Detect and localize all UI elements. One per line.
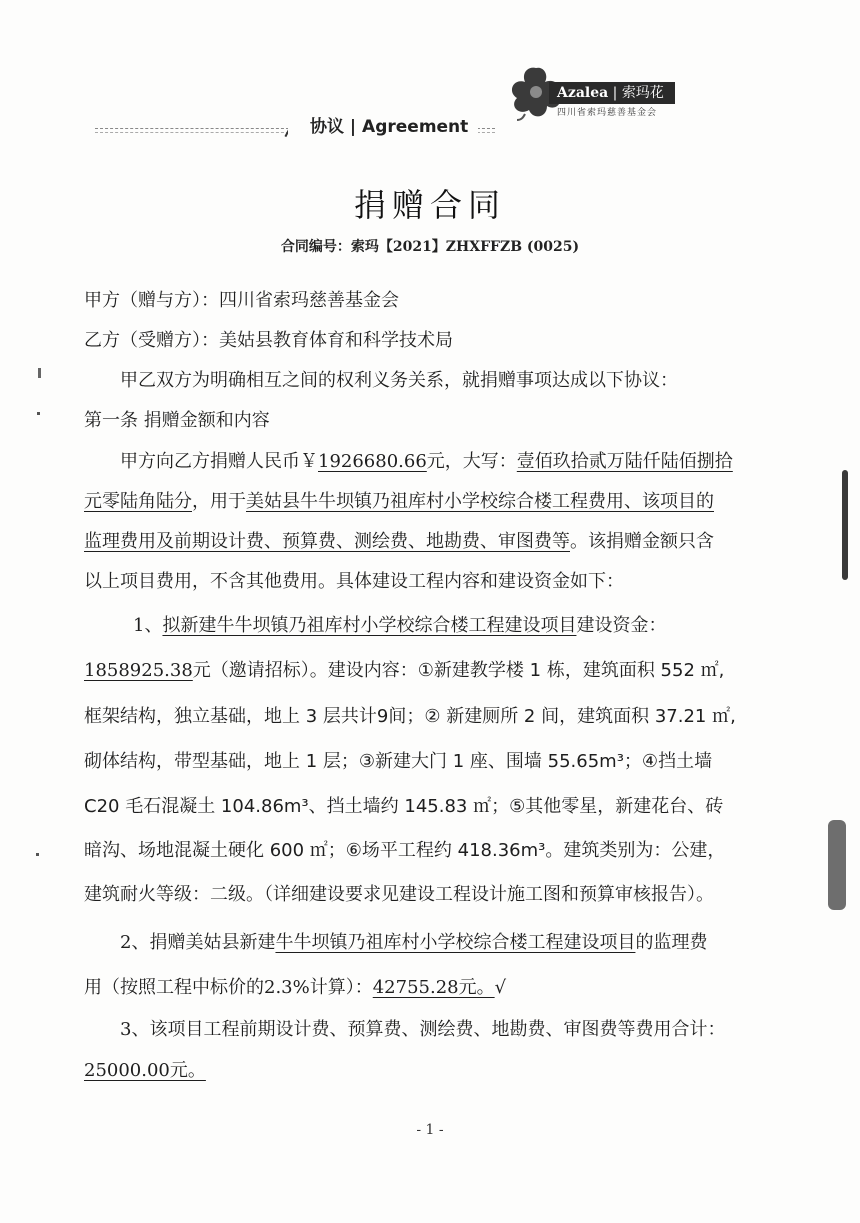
item-3-line-2: [84, 1056, 206, 1082]
scan-mark: [36, 853, 39, 856]
preamble: 甲乙双方为明确相互之间的权利义务关系，就捐赠事项达成以下协议：: [120, 370, 678, 391]
article-1-line-1: [120, 447, 733, 473]
item-2-line-2: [84, 973, 506, 999]
contract-number: 合同编号：索玛【2021】ZHXFFZB (0025): [280, 239, 580, 255]
donation-amount: 1926680.66: [318, 451, 427, 472]
item-3-line-1: 3、该项目工程前期设计费、预算费、测绘费、地勘费、审图费等费用合计：: [120, 1019, 726, 1040]
project-name: 拟新建牛牛坝镇乃祖库村小学校综合楼工程建设项目: [162, 615, 577, 636]
item-1-line-5: C20 毛石混凝土 104.86m³、挡土墙约 145.83 ㎡；⑤其他零星，新建花台、砖: [84, 796, 724, 817]
donation-purpose: 美姑县牛牛坝镇乃祖库村小学校综合楼工程费用、该项目的: [246, 491, 714, 512]
article-1-line-4: 以上项目费用，不含其他费用。具体建设工程内容和建设资金如下：: [84, 571, 624, 592]
text-segment: 建设资金：: [576, 615, 667, 636]
text-segment: 2、捐赠美姑县新建: [120, 932, 276, 953]
article-1-line-2: [84, 487, 714, 513]
logo-chinese-text: 索玛花: [621, 85, 664, 101]
item-1-line-3: 框架结构，独立基础，地上 3 层共计9间；② 新建厕所 2 间，建筑面积 37.21 ㎡,: [84, 706, 736, 727]
supervision-fee: 42755.28元。: [372, 977, 495, 998]
text-segment: 甲方向乙方捐赠人民币￥: [120, 451, 318, 472]
logo-divider: |: [608, 85, 622, 101]
item-1-line-1: [133, 611, 666, 637]
item-1-line-4: 砌体结构，带型基础，地上 1 层；③新建大门 1 座、围墙 55.65m³；④挡土墙: [84, 751, 713, 772]
logo-banner: [549, 82, 675, 104]
article-1-line-3: [84, 527, 714, 553]
text-segment: 。该捐赠金额只含: [570, 531, 714, 552]
construction-fund: 1858925.38: [84, 660, 193, 681]
party-b: 乙方（受赠方）：美姑县教育体育和科学技术局: [84, 330, 453, 351]
item-1-line-6: [84, 836, 725, 862]
text-segment: 用（按照工程中标价的2.3%计算）：: [84, 977, 373, 998]
text-segment: 暗沟、场地混凝土硬化 600 ㎡；⑥场平工程约 418.36m³。: [84, 840, 564, 861]
text-segment: 元，大写：: [426, 451, 517, 472]
item-1-line-7: 建筑耐火等级：二级。（详细建设要求见建设工程设计施工图和预算审核报告）。: [84, 884, 714, 905]
text-segment: ，用于: [192, 491, 246, 512]
project-name: 牛牛坝镇乃祖库村小学校综合楼工程建设项目: [275, 932, 636, 953]
binding-shadow: [842, 470, 848, 580]
scan-mark: [37, 412, 40, 415]
agreement-label: 协议 | Agreement: [288, 112, 478, 137]
page-number: - 1 -: [416, 1122, 444, 1138]
logo-subtitle: 四川省索玛慈善基金会: [557, 108, 658, 118]
text-segment: 元（邀请招标）。建设内容：: [192, 660, 418, 681]
check-mark: √: [494, 977, 507, 998]
text-segment: 1、: [133, 615, 163, 636]
article-1-heading: 第一条 捐赠金额和内容: [84, 410, 270, 431]
item-2-line-1: [120, 928, 707, 954]
text-segment: ①新建教学楼 1 栋，建筑面积 552 ㎡,: [417, 660, 725, 681]
party-a: 甲方（赠与方）：四川省索玛慈善基金会: [84, 290, 399, 311]
logo-latin-text: Azalea: [557, 85, 609, 101]
scan-mark: [38, 368, 41, 378]
binding-shadow: [828, 820, 846, 910]
text-segment: 的监理费: [635, 932, 708, 953]
amount-in-words: 壹佰玖拾贰万陆仟陆佰捌拾: [516, 451, 733, 472]
text-segment: 建筑类别为：公建，: [563, 840, 726, 861]
preliminary-fees-total: 25000.00元。: [84, 1060, 206, 1081]
donation-purpose-cont: 监理费用及前期设计费、预算费、测绘费、地勘费、审图费等: [84, 531, 570, 552]
amount-in-words-cont: 元零陆角陆分: [84, 491, 192, 512]
item-1-line-2: [84, 656, 724, 682]
foundation-logo: [505, 62, 675, 122]
document-title: 捐赠合同: [353, 186, 506, 224]
